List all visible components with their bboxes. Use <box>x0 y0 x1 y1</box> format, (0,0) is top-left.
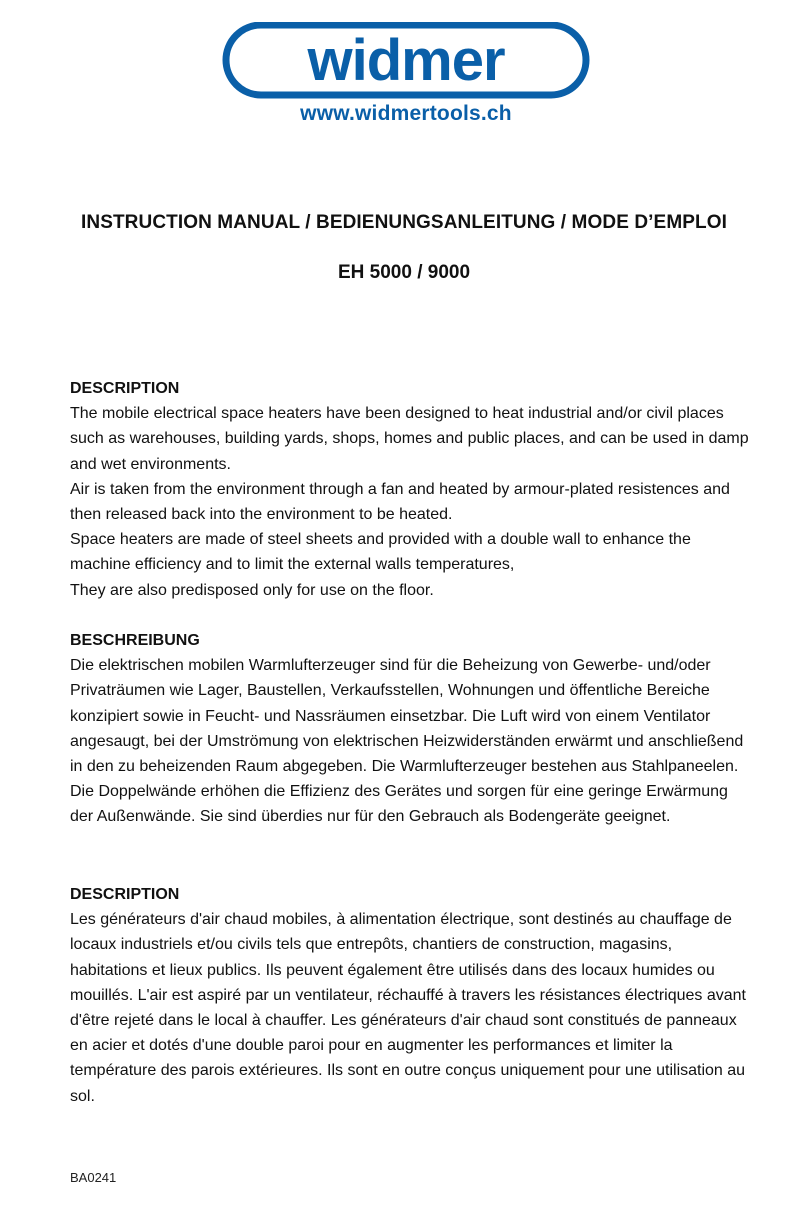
widmer-logo <box>222 22 590 130</box>
model-title: EH 5000 / 9000 <box>337 262 471 283</box>
section-heading: BESCHREIBUNG <box>70 632 200 649</box>
website-url: www.widmertools.ch <box>300 102 512 125</box>
section-english <box>70 376 750 603</box>
svg-text:widmer: widmer <box>307 28 505 93</box>
document-code: BA0241 <box>70 1170 117 1185</box>
section-heading: DESCRIPTION <box>70 380 180 397</box>
section-french <box>70 882 750 1109</box>
section-german <box>70 628 750 830</box>
section-body: Les générateurs d'air chaud mobiles, à alimentation électrique, sont destinés au chauffage de locaux industriels et/ou civils tels que entrepôts, chantiers de construction, magasins, habitations et lieux publics. Ils peuvent également être utilisés dans des locaux humides ou mouillés. L'air est aspiré par un ventilateur, réchauffé à travers les résistances électriques avant d'être rejeté dans le local à chauffer. Les générateurs d'air chaud sont constitués de panneaux en acier et dotés d'une double paroi pour en augmenter les performances et limiter la température des parois extérieures. Ils sont en outre conçus uniquement pour une utilisation au sol. <box>70 911 746 1105</box>
section-body: Die elektrischen mobilen Warmlufterzeuger sind für die Beheizung von Gewerbe- und/oder Privaträumen wie Lager, Baustellen, Verkaufsstellen, Wohnungen und öffentliche Bereiche konzipiert sowie in Feucht- und Nassräumen einsetzbar. Die Luft wird von einem Ventilator angesaugt, bei der Umströmung von elektrischen Heizwiderständen erwärmt und anschließend in den zu beheizenden Raum abgegeben. Die Warmlufterzeuger bestehen aus Stahlpaneelen. Die Doppelwände erhöhen die Effizienz des Gerätes und sorgen für eine geringe Erwärmung der Außenwände. Sie sind überdies nur für den Gebrauch als Bodengeräte geeignet. <box>70 657 744 826</box>
widmer-logo-mark <box>222 22 590 100</box>
section-body: The mobile electrical space heaters have been designed to heat industrial and/or civil places such as warehouses, building yards, shops, homes and public places, and can be used in damp and wet environments. Air is taken from the environment through a fan and heated by armour-plated resistences and then released back into the environment to be heated. Space heaters are made of steel sheets and provided with a double wall to enhance the machine efficiency and to limit the external walls temperatures, They are also predisposed only for use on the floor. <box>70 405 749 599</box>
page-title: INSTRUCTION MANUAL / BEDIENUNGSANLEITUNG / MODE D’EMPLOI <box>81 212 727 233</box>
section-heading: DESCRIPTION <box>70 886 180 903</box>
